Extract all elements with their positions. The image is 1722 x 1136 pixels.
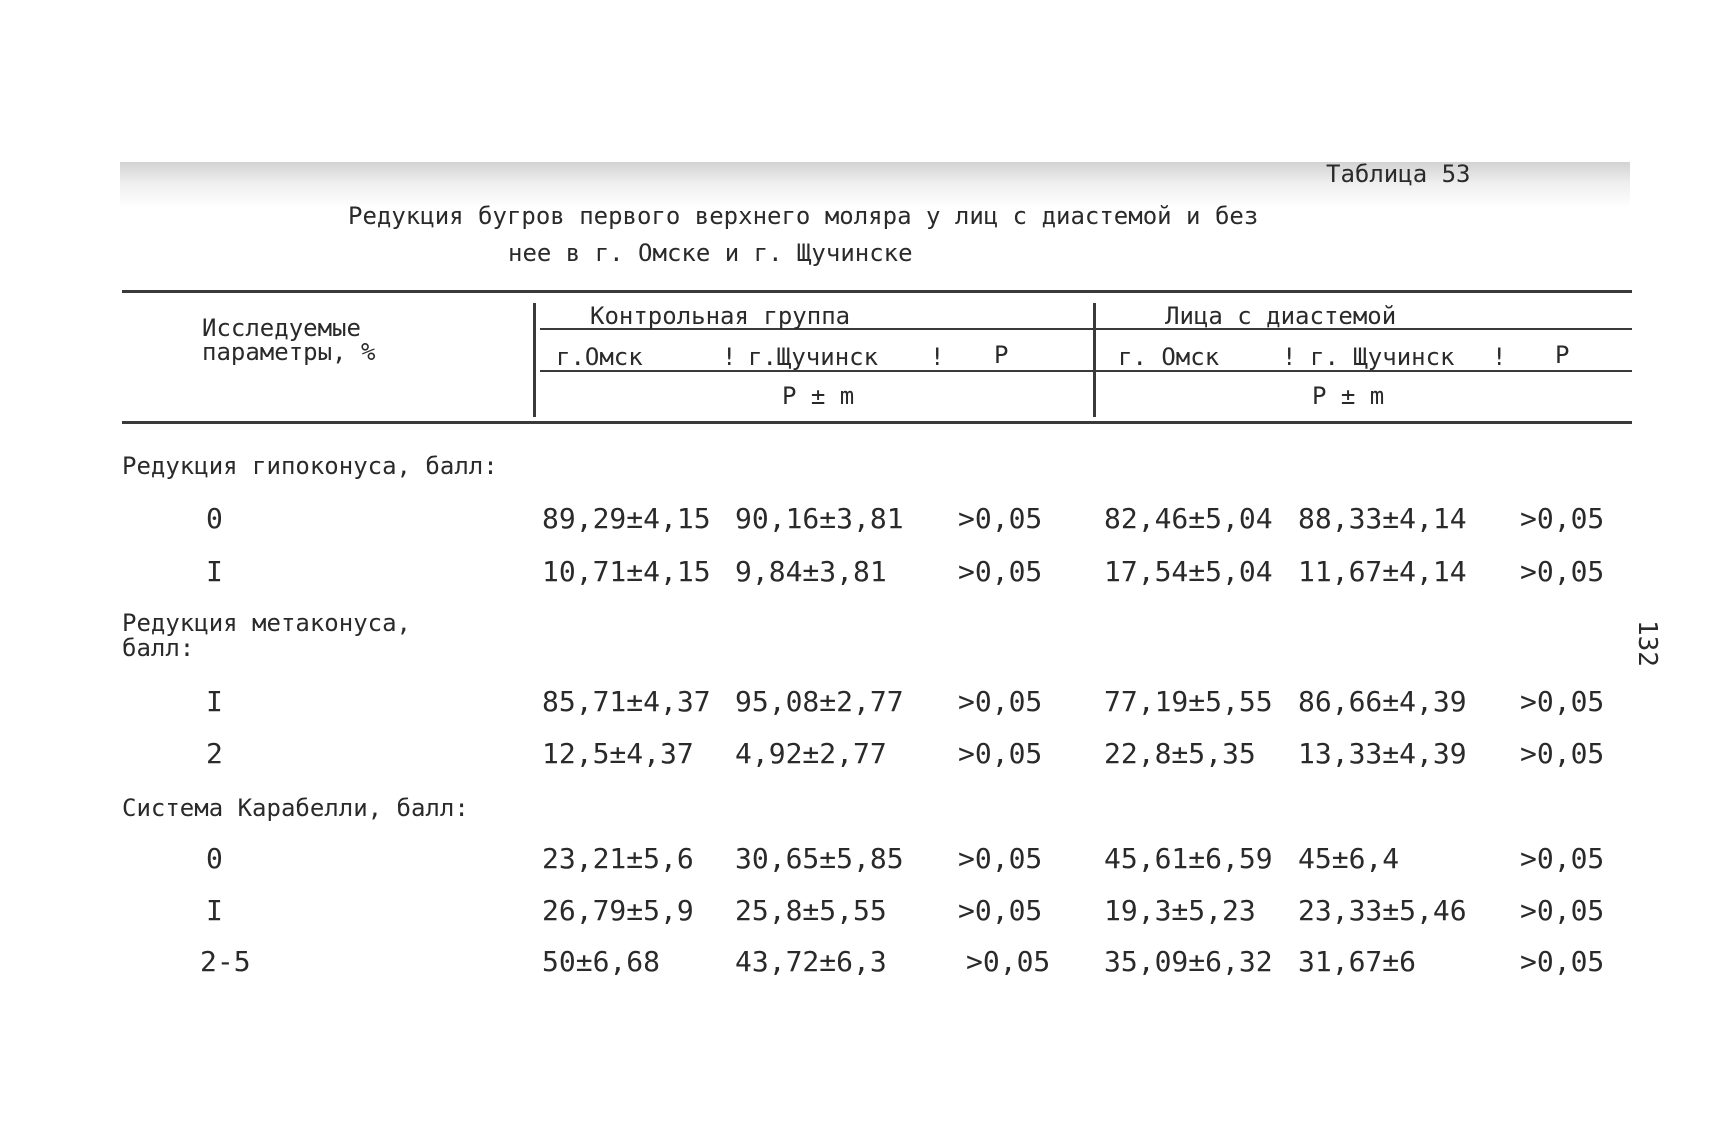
- section-carabelli: Система Карабелли, балл:: [122, 794, 469, 822]
- col-omsk2-header: г. Омск: [1118, 343, 1220, 371]
- cell-diastema-schuch: 88,33±4,14: [1298, 502, 1467, 535]
- cell-diastema-schuch: 31,67±6: [1298, 945, 1417, 978]
- table-number: Таблица 53: [1326, 160, 1471, 188]
- cell-diastema-omsk: 19,3±5,23: [1104, 894, 1256, 927]
- cell-control-p: >0,05: [958, 894, 1043, 927]
- pm-header-control: P ± m: [782, 382, 855, 410]
- section-metaconus: [122, 611, 411, 661]
- cell-diastema-p: >0,05: [1520, 894, 1605, 927]
- cell-control-omsk: 10,71±4,15: [542, 555, 711, 588]
- cell-control-p: >0,05: [966, 945, 1051, 978]
- row-label: I: [206, 894, 223, 927]
- header-divider-left: [533, 303, 536, 417]
- cell-diastema-schuch: 23,33±5,46: [1298, 894, 1467, 927]
- cell-diastema-omsk: 45,61±6,59: [1104, 842, 1273, 875]
- cell-control-schuch: 95,08±2,77: [735, 685, 904, 718]
- cell-diastema-omsk: 35,09±6,32: [1104, 945, 1273, 978]
- cell-diastema-p: >0,05: [1520, 842, 1605, 875]
- cell-diastema-schuch: 45±6,4: [1298, 842, 1400, 875]
- row-label: I: [206, 555, 223, 588]
- section-hypoconus: Редукция гипоконуса, балл:: [122, 452, 498, 480]
- cell-control-schuch: 25,8±5,55: [735, 894, 887, 927]
- col-separator: !: [930, 343, 945, 371]
- row-label: 2-5: [200, 945, 251, 978]
- cell-control-omsk: 89,29±4,15: [542, 502, 711, 535]
- cell-control-p: >0,05: [958, 555, 1043, 588]
- cell-control-schuch: 90,16±3,81: [735, 502, 904, 535]
- cell-diastema-p: >0,05: [1520, 502, 1605, 535]
- cell-diastema-p: >0,05: [1520, 555, 1605, 588]
- page-number: 132: [1632, 620, 1662, 667]
- row-label: 0: [206, 842, 223, 875]
- cell-control-omsk: 12,5±4,37: [542, 737, 694, 770]
- cell-control-p: >0,05: [958, 842, 1043, 875]
- col-omsk-header: г.Омск: [556, 343, 643, 371]
- col-schuch-header: г.Щучинск: [748, 343, 879, 371]
- cell-diastema-schuch: 11,67±4,14: [1298, 555, 1467, 588]
- pm-header-diastema: P ± m: [1312, 382, 1385, 410]
- col-p-header: Р: [994, 341, 1009, 369]
- param-header: [202, 316, 375, 364]
- cell-diastema-p: >0,05: [1520, 737, 1605, 770]
- col-schuch2-header: г. Щучинск: [1310, 343, 1455, 371]
- cell-diastema-p: >0,05: [1520, 945, 1605, 978]
- header-bottom-rule: [122, 421, 1632, 424]
- header-top-rule: [122, 290, 1632, 293]
- cell-control-omsk: 50±6,68: [542, 945, 661, 978]
- cell-control-schuch: 30,65±5,85: [735, 842, 904, 875]
- cell-diastema-omsk: 22,8±5,35: [1104, 737, 1256, 770]
- cell-control-omsk: 85,71±4,37: [542, 685, 711, 718]
- group-control-header: Контрольная группа: [590, 302, 851, 330]
- table-title-line1: Редукция бугров первого верхнего моляра у лиц с диастемой и без: [348, 202, 1259, 230]
- cell-control-schuch: 9,84±3,81: [735, 555, 887, 588]
- table-title: [348, 198, 1258, 272]
- row-label: 2: [206, 737, 223, 770]
- cell-control-schuch: 43,72±6,3: [735, 945, 887, 978]
- cell-control-p: >0,05: [958, 737, 1043, 770]
- col-p2-header: Р: [1555, 341, 1570, 369]
- cell-diastema-omsk: 77,19±5,55: [1104, 685, 1273, 718]
- row-label: I: [206, 685, 223, 718]
- cell-control-p: >0,05: [958, 502, 1043, 535]
- cell-control-schuch: 4,92±2,77: [735, 737, 887, 770]
- cell-diastema-schuch: 86,66±4,39: [1298, 685, 1467, 718]
- row-label: 0: [206, 502, 223, 535]
- group-diastema-header: Лица с диастемой: [1165, 302, 1397, 330]
- param-header-line2: параметры, %: [202, 338, 376, 366]
- table-title-line2: нее в г. Омске и г. Щучинске: [508, 239, 913, 267]
- cell-control-p: >0,05: [958, 685, 1043, 718]
- col-separator: !: [1282, 343, 1297, 371]
- col-separator: !: [722, 343, 737, 371]
- col-separator: !: [1492, 343, 1507, 371]
- param-header-line1: Исследуемые: [202, 314, 361, 342]
- section-metaconus-line2: балл:: [122, 634, 195, 662]
- cell-control-omsk: 23,21±5,6: [542, 842, 694, 875]
- section-metaconus-line1: Редукция метаконуса,: [122, 609, 411, 637]
- cell-control-omsk: 26,79±5,9: [542, 894, 694, 927]
- header-divider-mid: [1093, 303, 1096, 417]
- cell-diastema-omsk: 82,46±5,04: [1104, 502, 1273, 535]
- city-rule: [540, 370, 1632, 372]
- cell-diastema-p: >0,05: [1520, 685, 1605, 718]
- cell-diastema-schuch: 13,33±4,39: [1298, 737, 1467, 770]
- cell-diastema-omsk: 17,54±5,04: [1104, 555, 1273, 588]
